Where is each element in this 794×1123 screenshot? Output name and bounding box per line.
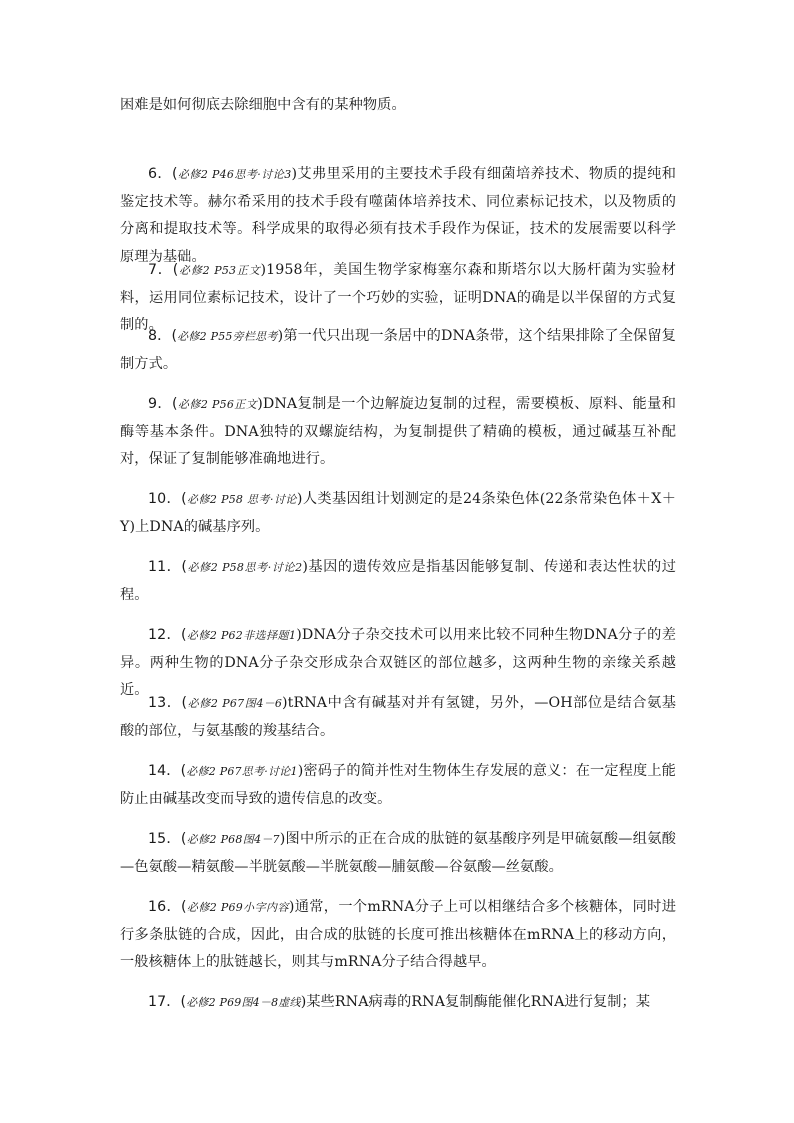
item-number: 6．(	[148, 166, 178, 182]
paragraph-text: )密码子的简并性对生物体生存发展的意义：在一定程度上能防止由碱基改变而导致的遗传信息的改变。	[120, 763, 676, 807]
source-reference: 必修2 P55旁栏思考	[177, 330, 278, 343]
paragraph-text: )基因的遗传效应是指基因能够复制、传递和表达性状的过程。	[120, 559, 676, 603]
source-reference: 必修2 P62非选择题1	[186, 629, 297, 642]
paragraph-text: )DNA复制是一个边解旋边复制的过程，需要模板、原料、能量和酶等基本条件。DNA独特的双螺旋结构，为复制提供了精确的模板，通过碱基互补配对，保证了复制能够准确地进行。	[120, 396, 676, 467]
paragraph-item-8	[120, 323, 676, 378]
paragraph-item-9	[120, 391, 676, 474]
paragraph-item-17	[120, 989, 676, 1017]
paragraph-text: )某些RNA病毒的RNA复制酶能催化RNA进行复制；某	[300, 994, 651, 1010]
paragraph-text: )艾弗里采用的主要技术手段有细菌培养技术、物质的提纯和鉴定技术等。赫尔希采用的技术手段有噬菌体培养技术、同位素标记技术，以及物质的分离和提取技术等。科学成果的取得必须有技术手段作为保证，技术的发展需要以科学原理为基础。	[120, 166, 676, 265]
paragraph-item-6	[120, 161, 676, 271]
paragraph-item-10	[120, 486, 676, 541]
source-reference: 必修2 P58 思考·讨论	[186, 493, 297, 506]
paragraph-text: )第一代只出现一条居中的DNA条带，这个结果排除了全保留复制方式。	[120, 328, 676, 372]
item-number: 15．(	[148, 831, 187, 847]
item-number: 13．(	[148, 695, 188, 711]
item-number: 10．(	[148, 491, 187, 507]
paragraph-text: )tRNA中含有碱基对并有氢键，另外，—OH部位是结合氨基酸的部位，与氨基酸的羧基结合。	[120, 695, 677, 739]
item-number: 8．(	[148, 328, 178, 344]
source-reference: 必修2 P69小字内容	[186, 901, 289, 914]
source-reference: 必修2 P46思考·讨论3	[177, 168, 292, 181]
paragraph-item-14	[120, 758, 676, 813]
source-reference: 必修2 P67图4－6	[187, 697, 283, 710]
source-reference: 必修2 P56正文	[177, 398, 258, 411]
item-number: 16．(	[148, 899, 187, 915]
paragraph-continuation	[120, 92, 676, 120]
paragraph-item-13	[120, 690, 676, 745]
item-number: 7．(	[148, 262, 179, 278]
paragraph-text: )人类基因组计划测定的是24条染色体(22条常染色体＋X＋Y)上DNA的碱基序列。	[120, 491, 676, 535]
item-number: 12．(	[148, 627, 187, 643]
source-reference: 必修2 P53正文	[178, 264, 261, 277]
paragraph-text: )1958年，美国生物学家梅塞尔森和斯塔尔以大肠杆菌为实验材料，运用同位素标记技术，设计了一个巧妙的实验，证明DNA的确是以半保留的方式复制的。	[120, 262, 676, 333]
paragraph-text: )DNA分子杂交技术可以用来比较不同种生物DNA分子的差异。两种生物的DNA分子杂交形成杂合双链区的部位越多，这两种生物的亲缘关系越近。	[120, 627, 676, 698]
item-number: 9．(	[148, 396, 178, 412]
item-number: 14．(	[148, 763, 187, 779]
source-reference: 必修2 P69图4－8虚线	[186, 996, 301, 1009]
paragraph-text: )通常，一个mRNA分子上可以相继结合多个核糖体，同时进行多条肽链的合成，因此，由合成的肽链的长度可推出核糖体在mRNA上的移动方向，一般核糖体上的肽链越长，则其与mRNA分子结合得越早。	[120, 899, 676, 970]
paragraph-text: )图中所示的正在合成的肽链的氨基酸序列是甲硫氨酸—组氨酸—色氨酸—精氨酸—半胱氨酸—半胱氨酸—脯氨酸—谷氨酸—丝氨酸。	[120, 831, 677, 875]
item-number: 17．(	[148, 994, 187, 1010]
item-number: 11．(	[148, 559, 188, 575]
paragraph-text: 困难是如何彻底去除细胞中含有的某种物质。	[120, 97, 406, 113]
paragraph-item-15	[120, 826, 676, 881]
paragraph-item-11	[120, 554, 676, 609]
source-reference: 必修2 P58思考·讨论2	[187, 561, 303, 574]
source-reference: 必修2 P67思考·讨论1	[186, 765, 298, 778]
paragraph-item-16	[120, 894, 676, 977]
source-reference: 必修2 P68图4－7	[186, 833, 280, 846]
